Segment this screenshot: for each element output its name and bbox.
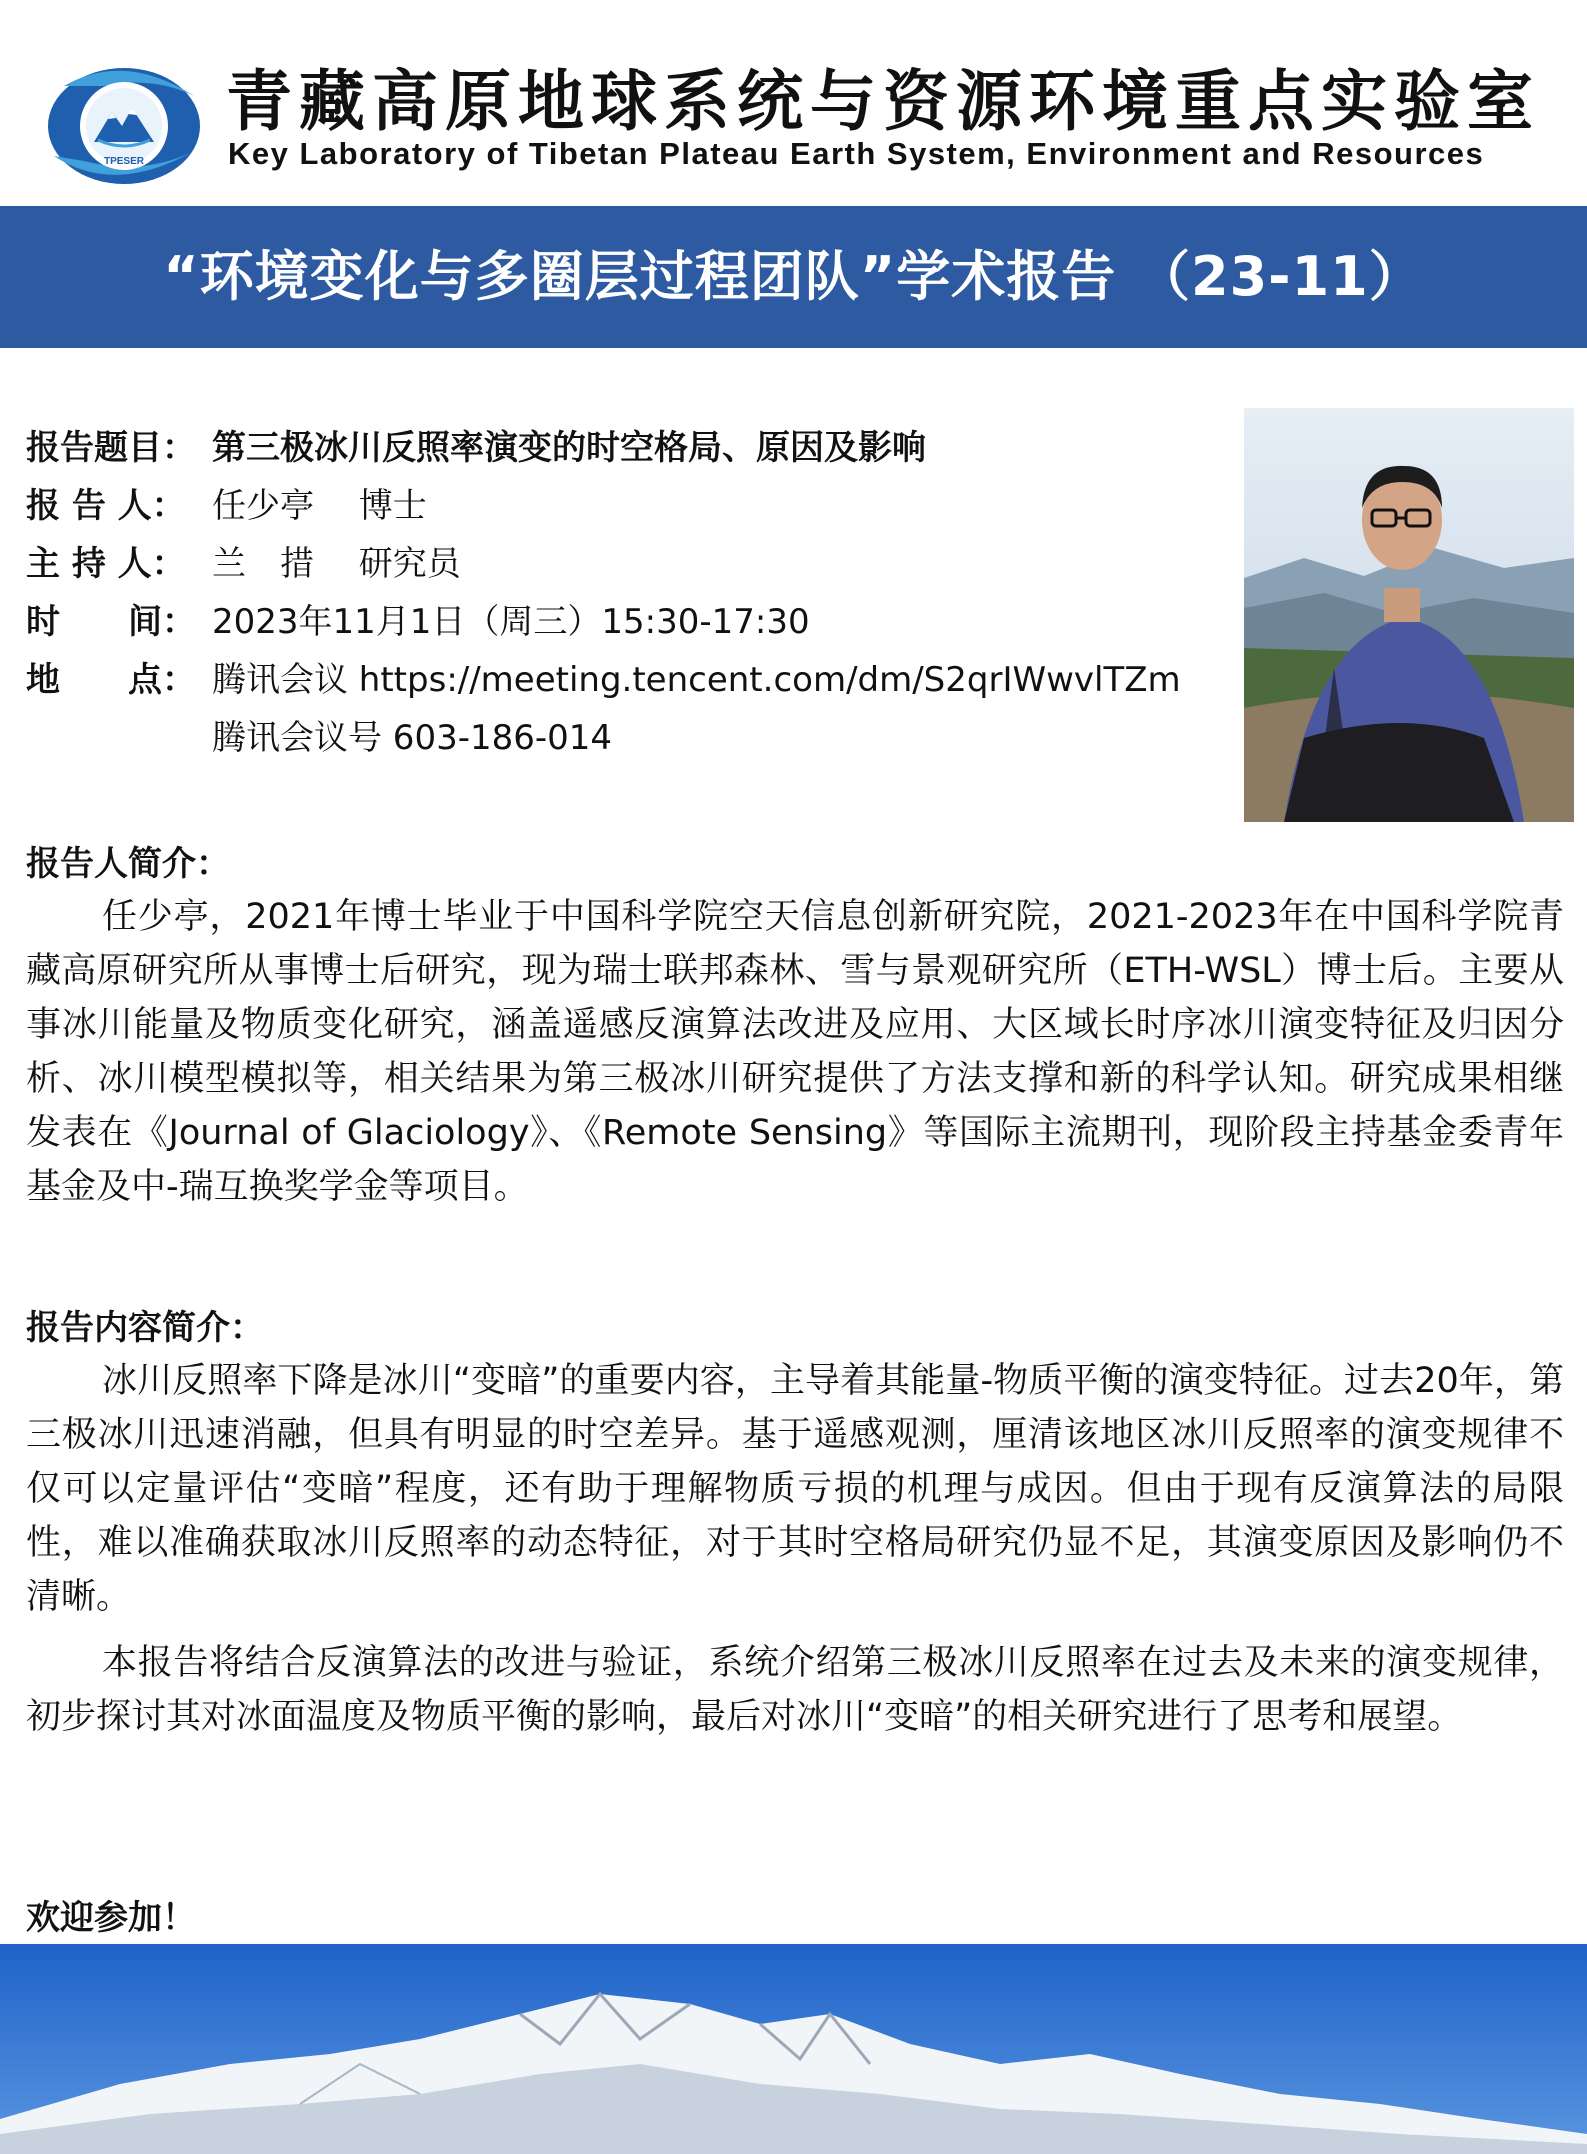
speaker-photo xyxy=(1244,408,1574,822)
report-series-title: “环境变化与多圈层过程团队”学术报告 （23-11） xyxy=(163,245,1424,308)
report-summary-title: 报告内容简介： xyxy=(26,1308,264,1348)
lab-name-zh: 青藏高原地球系统与资源环境重点实验室 xyxy=(226,63,1540,140)
page-header xyxy=(0,0,1587,200)
speaker-bio-title: 报告人简介： xyxy=(26,844,230,884)
report-summary-para1: 冰川反照率下降是冰川“变暗”的重要内容，主导着其能量-物质平衡的演变特征。过去20年，第三极冰川迅速消融，但具有明显的时空差异。基于遥感观测，厘清该地区冰川反照率的演变规律不仅可以定量评估“变暗”程度，还有助于理解物质亏损的机理与成因。但由于现有反演算法的局限性，难以准确获取冰川反照率的动态特征，对于其时空格局研究仍显不足，其演变原因及影响仍不清晰。 xyxy=(26,1361,1564,1617)
info-label: 地 点： xyxy=(26,660,196,700)
info-row-speaker xyxy=(26,482,1226,540)
lab-logo xyxy=(44,56,206,190)
host-value: 兰 措 研究员 xyxy=(212,544,461,584)
info-label: 主 持 人： xyxy=(26,544,186,584)
info-row-topic xyxy=(26,424,1226,482)
mountain-landscape-image xyxy=(0,1944,1587,2154)
lab-name-en: Key Laboratory of Tibetan Plateau Earth System, Environment and Resources xyxy=(228,136,1485,171)
topic-value: 第三极冰川反照率演变的时空格局、原因及影响 xyxy=(212,428,926,468)
logo-text: TPESER xyxy=(103,156,145,167)
info-label: 报 告 人： xyxy=(26,486,186,526)
meeting-id: 腾讯会议号 603-186-014 xyxy=(212,718,613,758)
report-info xyxy=(26,424,1226,772)
speaker-bio-text: 任少亭，2021年博士毕业于中国科学院空天信息创新研究院，2021-2023年在中国科学院青藏高原研究所从事博士后研究，现为瑞士联邦森林、雪与景观研究所（ETH-WSL）博士后。主要从事冰川能量及物质变化研究，涵盖遥感反演算法改进及应用、大区域长时序冰川演变特征及归因分析、冰川模型模拟等，相关结果为第三极冰川研究提供了方法支撑和新的科学认知。研究成果相继发表在《Journal of Glaciology》、《Remote Sensing》等国际主流期刊，现阶段主持基金委青年基金及中-瑞互换奖学金等项目。 xyxy=(26,897,1564,1207)
welcome-text: 欢迎参加！ xyxy=(26,1898,196,1938)
info-row-location xyxy=(26,656,1226,714)
info-label: 报告题目： xyxy=(26,428,196,468)
info-label: 时 间： xyxy=(26,602,196,642)
title-banner xyxy=(0,206,1587,348)
time-value: 2023年11月1日（周三）15:30-17:30 xyxy=(212,602,810,642)
report-summary-para2: 本报告将结合反演算法的改进与验证，系统介绍第三极冰川反照率在过去及未来的演变规律，初步探讨其对冰面温度及物质平衡的影响，最后对冰川“变暗”的相关研究进行了思考和展望。 xyxy=(26,1643,1564,1737)
info-row-time xyxy=(26,598,1226,656)
info-row-host xyxy=(26,540,1226,598)
meeting-link[interactable]: 腾讯会议 https://meeting.tencent.com/dm/S2qrIWwvlTZm xyxy=(212,660,1181,700)
speaker-value: 任少亭 博士 xyxy=(212,486,427,526)
